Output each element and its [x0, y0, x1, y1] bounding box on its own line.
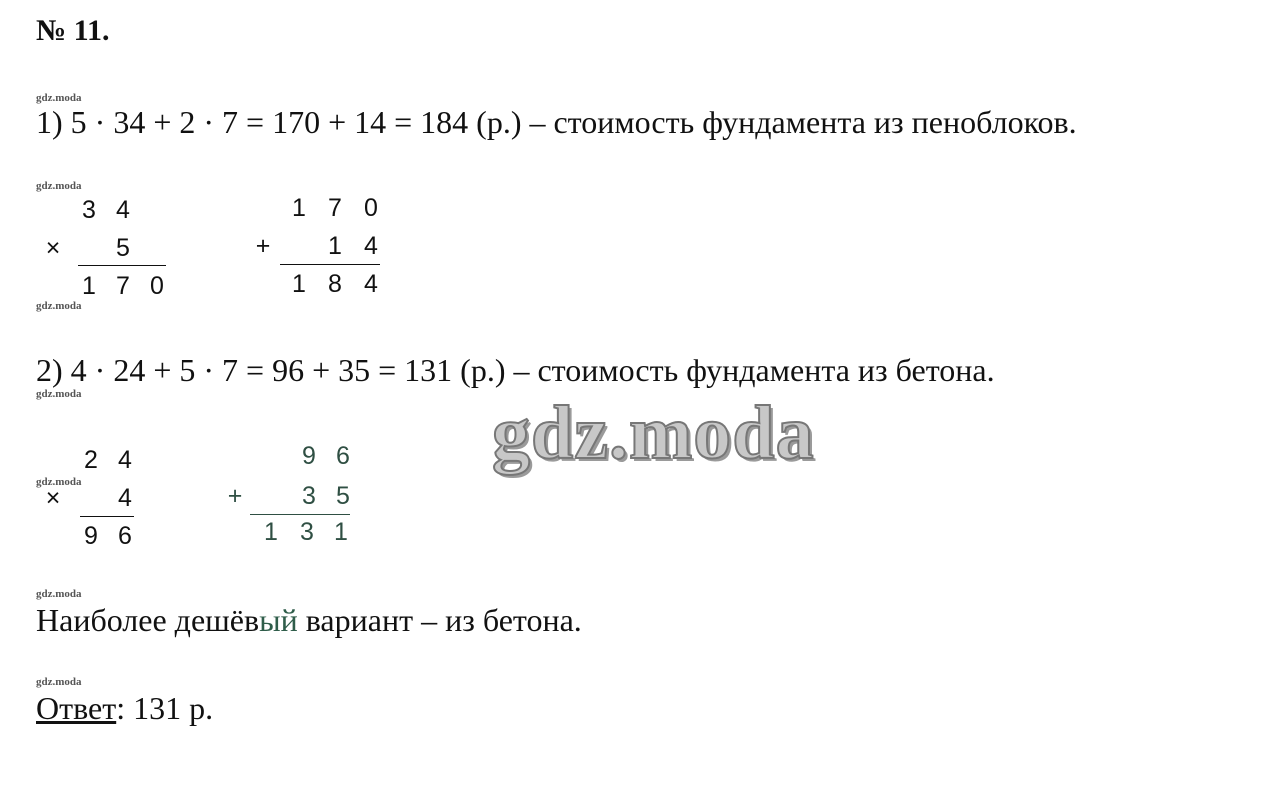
digit: 9 [84, 522, 98, 550]
watermark-small: gdz.moda [36, 476, 82, 488]
watermark-small: gdz.moda [36, 588, 82, 600]
watermark-small: gdz.moda [36, 676, 82, 688]
step2-equation: 2) 4 · 24 + 5 · 7 = 96 + 35 = 131 (р.) – стоимость фундамента из бетона. [36, 352, 995, 388]
watermark-logo: gdz.moda [492, 391, 815, 475]
digit: 0 [150, 272, 164, 300]
digit: 1 [328, 232, 342, 260]
answer-line [36, 690, 213, 727]
watermark-small: gdz.moda [36, 180, 82, 192]
digit: 6 [118, 522, 132, 550]
digit: 2 [84, 446, 98, 474]
column-line [80, 516, 134, 517]
multiply-sign: × [45, 484, 61, 512]
digit: 4 [116, 196, 130, 224]
column-line [280, 264, 380, 265]
conclusion-text [36, 602, 582, 639]
digit: 4 [118, 446, 132, 474]
digit: 8 [328, 270, 342, 298]
digit: 1 [334, 518, 348, 546]
digit: 4 [364, 232, 378, 260]
step1-equation: 1) 5 · 34 + 2 · 7 = 170 + 14 = 184 (р.) – стоимость фундамента из пеноблоков. [36, 104, 1077, 140]
digit: 1 [264, 518, 278, 546]
watermark-small: gdz.moda [36, 300, 82, 312]
conclusion-part: Наиболее дешёв [36, 602, 260, 638]
conclusion-part: вариант – из бетона. [297, 602, 582, 638]
watermark-small: gdz.moda [36, 92, 82, 104]
plus-sign: + [255, 232, 271, 260]
digit: 4 [118, 484, 132, 512]
column-line [250, 514, 350, 515]
multiply-sign: × [45, 234, 61, 262]
digit: 1 [82, 272, 96, 300]
answer-value: : 131 р. [116, 690, 214, 726]
conclusion-part: ый [259, 602, 298, 638]
watermark-small: gdz.moda [36, 388, 82, 400]
digit: 1 [292, 194, 306, 222]
digit: 5 [116, 234, 130, 262]
digit: 7 [116, 272, 130, 300]
digit: 6 [336, 442, 350, 470]
answer-label: Ответ [36, 690, 117, 726]
digit: 3 [300, 518, 314, 546]
digit: 4 [364, 270, 378, 298]
digit: 3 [82, 196, 96, 224]
digit: 1 [292, 270, 306, 298]
digit: 0 [364, 194, 378, 222]
digit: 5 [336, 482, 350, 510]
digit: 3 [302, 482, 316, 510]
plus-sign: + [227, 482, 243, 510]
digit: 7 [328, 194, 342, 222]
digit: 9 [302, 442, 316, 470]
task-number: № 11. [36, 14, 110, 47]
column-line [78, 265, 166, 266]
